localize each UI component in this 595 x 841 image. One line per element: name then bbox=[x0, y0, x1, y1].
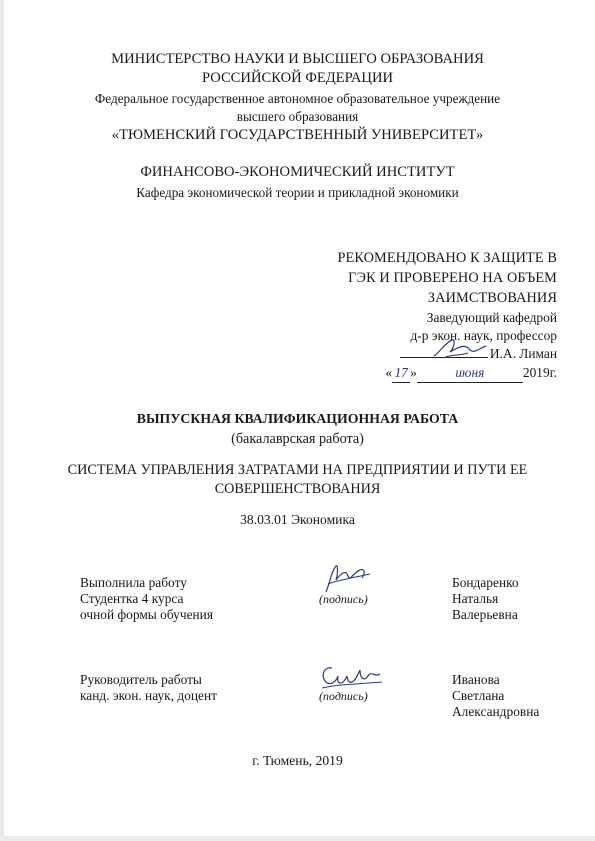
supervisor-surname: Иванова bbox=[452, 672, 500, 687]
institute-name: ФИНАНСОВО-ЭКОНОМИЧЕСКИЙ ИНСТИТУТ bbox=[140, 164, 455, 180]
date-open-quote: « bbox=[385, 365, 393, 380]
date-month: июня bbox=[417, 363, 523, 383]
approval-line2: ГЭК И ПРОВЕРЕНО НА ОБЪЕМ bbox=[348, 270, 557, 286]
scan-edge-bottom bbox=[0, 836, 595, 841]
student-first-name: Наталья bbox=[452, 591, 499, 606]
institution-line1: Федеральное государственное автономное образовательное учреждение bbox=[94, 91, 501, 106]
department-name: Кафедра экономической теории и прикладной экономики bbox=[136, 185, 459, 200]
approval-line1: РЕКОМЕНДОВАНО К ЗАЩИТЕ В bbox=[337, 250, 557, 266]
student-label-line2: Студентка 4 курса bbox=[80, 591, 184, 606]
student-label-line1: Выполнила работу bbox=[80, 575, 187, 590]
approval-position: Заведующий кафедрой bbox=[426, 310, 557, 325]
student-label-line3: очной формы обучения bbox=[80, 607, 214, 622]
work-title-line2: СОВЕРШЕНСТВОВАНИЯ bbox=[214, 481, 381, 497]
ministry-line2: РОССИЙСКОЙ ФЕДЕРАЦИИ bbox=[201, 70, 394, 86]
date-close-quote: » bbox=[410, 365, 417, 380]
ministry-line1: МИНИСТЕРСТВО НАУКИ И ВЫСШЕГО ОБРАЗОВАНИЯ bbox=[111, 51, 484, 67]
date-day: 17 bbox=[392, 363, 410, 383]
head-signature bbox=[430, 334, 490, 362]
student-surname: Бондаренко bbox=[452, 575, 519, 590]
approval-date bbox=[385, 363, 557, 383]
city-year: г. Тюмень, 2019 bbox=[252, 753, 343, 768]
student-signature-caption: (подпись) bbox=[319, 592, 368, 606]
supervisor-label-line1: Руководитель работы bbox=[80, 672, 202, 687]
work-type: ВЫПУСКНАЯ КВАЛИФИКАЦИОННАЯ РАБОТА bbox=[136, 411, 459, 426]
supervisor-label-line2: канд. экон. наук, доцент bbox=[80, 688, 218, 703]
university-name: «ТЮМЕНСКИЙ ГОСУДАРСТВЕННЫЙ УНИВЕРСИТЕТ» bbox=[111, 127, 484, 143]
date-year: 2019г. bbox=[522, 365, 557, 380]
supervisor-patronymic: Александровна bbox=[452, 704, 540, 719]
approval-degree: д-р экон. наук, профессор bbox=[410, 328, 557, 343]
approval-line3: ЗАИМСТВОВАНИЯ bbox=[427, 290, 557, 306]
specialty: 38.03.01 Экономика bbox=[240, 512, 355, 527]
supervisor-first-name: Светлана bbox=[452, 688, 505, 703]
supervisor-signature-caption: (подпись) bbox=[319, 689, 368, 703]
student-signature bbox=[318, 562, 374, 596]
institution-line2: высшего образования bbox=[236, 109, 359, 124]
work-title-line1: СИСТЕМА УПРАВЛЕНИЯ ЗАТРАТАМИ НА ПРЕДПРИЯТИИ И ПУТИ ЕЕ bbox=[67, 462, 528, 478]
work-subtype: (бакалаврская работа) bbox=[231, 431, 364, 447]
student-patronymic: Валерьевна bbox=[452, 607, 518, 622]
head-name: И.А. Лиман bbox=[489, 346, 557, 361]
